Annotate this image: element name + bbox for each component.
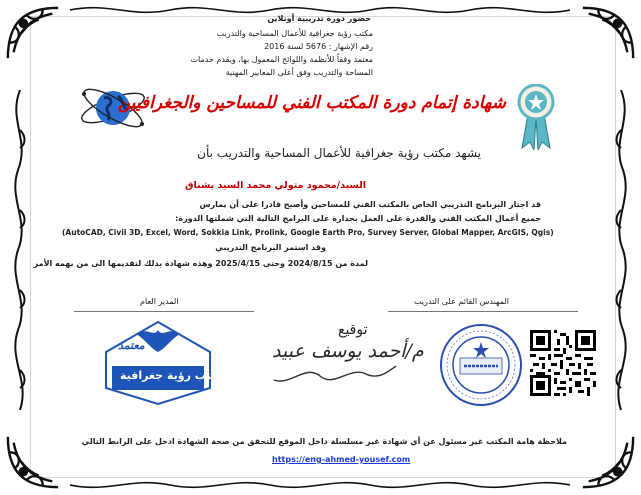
footer-note: ملاحظة هامة المكتب غير مسئول عن أي شهادة غير مسلسلة داخل الموقع للتحقق من صحة الشهادة ادخل على الرابط التالي <box>81 437 567 446</box>
corner-ornament-top-right <box>579 4 637 62</box>
ribbon-medal-icon <box>516 84 556 150</box>
stamp-sub-text: معتمد <box>118 339 145 352</box>
signature-scribble <box>270 356 400 390</box>
engineer-signature: م/أحمد يوسف عبيد <box>272 340 424 362</box>
training-period: لمدة من 2024/8/15 وحتى 2025/4/15 وهذه شهادة بذلك لتقديمها الى من يهمه الأمر <box>33 259 368 268</box>
director-label: المدير العام <box>140 297 179 306</box>
body-paragraph-1: قد اجتاز البرنامج التدريبي الخاص بالمكتب الفني للمساحين وأصبح قادرا على أن يمارس <box>199 200 541 209</box>
header-line-4: معتمد وفقاً للأنظمة واللوائح المعمول بها، ويقدم خدمات <box>190 55 373 64</box>
header-line-5: المساحة والتدريب وفق أعلى المعايير المهنية <box>225 68 373 77</box>
office-stamp-icon <box>92 318 224 408</box>
round-seal-icon <box>438 322 524 408</box>
corner-ornament-bottom-left <box>4 433 62 491</box>
bottom-border-flourish <box>70 477 570 493</box>
stamp-main-text: مكتب رؤية جغرافية <box>120 369 225 382</box>
engineer-signature-line <box>388 311 578 312</box>
director-signature-line <box>74 311 254 312</box>
body-paragraph-3: وقد استمر البرنامج التدريبي <box>215 243 326 252</box>
qr-code <box>530 330 596 396</box>
header-line-1: حضور دورة تدريبية أونلاين <box>267 14 371 23</box>
certificate-title: شهادة إتمام دورة المكتب الفني للمساحين والجغرافيين <box>117 93 506 113</box>
corner-ornament-top-left <box>4 4 62 62</box>
software-list: (AutoCAD, Civil 3D, Excel, Word, Sokkia Link, Prolink, Google Earth Pro, Survey Server, Global Mapper, ArcGIS, Qgis) <box>62 228 554 237</box>
certifies-text: يشهد مكتب رؤية جغرافية للأعمال المساحية والتدريب بأن <box>197 146 481 160</box>
left-border-flourish <box>6 90 32 410</box>
right-border-flourish <box>609 90 635 410</box>
header-line-2: مكتب رؤية جغرافية للأعمال المساحية والتدريب <box>216 29 373 38</box>
recipient-name: السيد/محمود متولي محمد السيد بشناق <box>185 180 366 191</box>
verification-link[interactable]: https://eng-ahmed-yousef.com <box>272 455 411 464</box>
registration-number: رقم الإشهار : 5676 لسنة 2016 <box>264 42 373 51</box>
body-paragraph-2: جميع أعمال المكتب الفني والقدرة على العمل بجدارة على البرامج التالية التي شملتها الدورة: <box>175 214 541 223</box>
signature-word: توقيع <box>338 322 368 338</box>
engineer-label: المهندس القائم على التدريب <box>414 297 509 306</box>
corner-ornament-bottom-right <box>579 433 637 491</box>
